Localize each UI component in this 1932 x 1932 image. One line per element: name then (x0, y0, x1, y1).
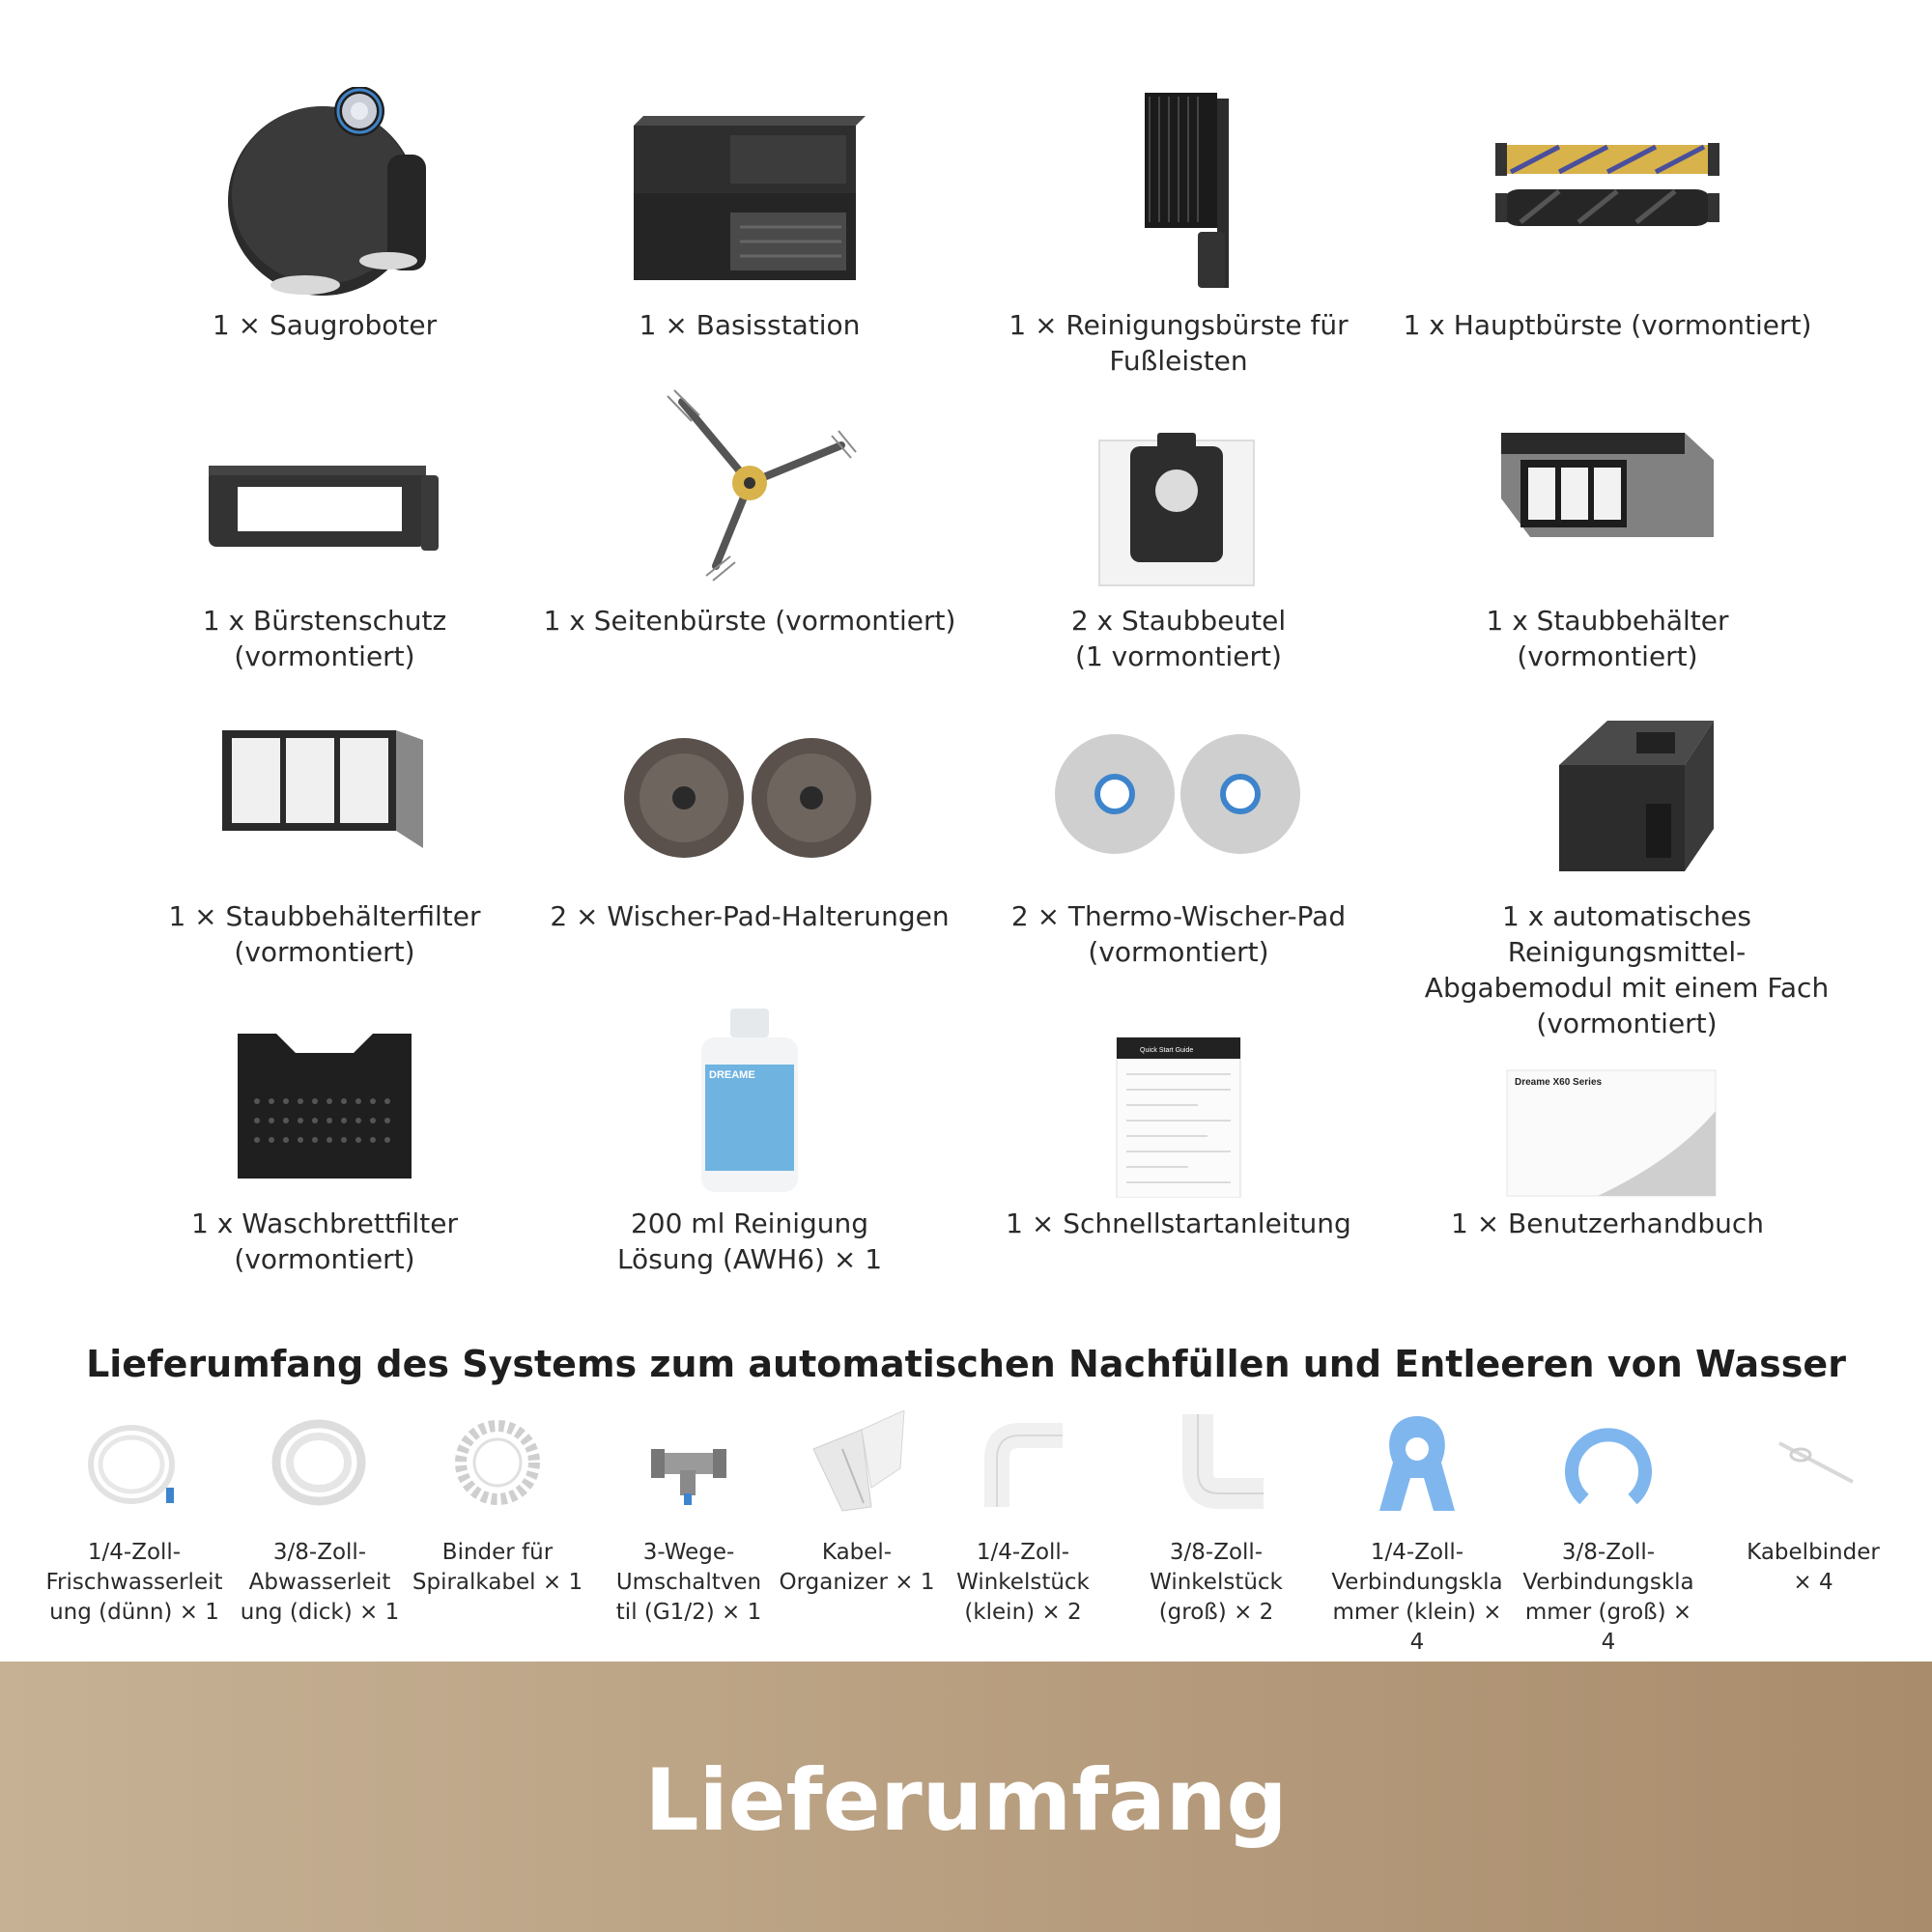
base-station-icon (624, 87, 875, 299)
item-caption: 2 × Thermo-Wischer-Pad (vormontiert) (1010, 900, 1347, 968)
item-quick-start (966, 985, 1391, 1241)
acc-small-elbow (931, 1410, 1115, 1628)
item-side-brush (537, 383, 962, 639)
small-clip-icon (1364, 1410, 1470, 1517)
item-mop-pads (966, 678, 1391, 970)
item-caption: 1 x Hauptbürste (vormontiert) (1403, 309, 1812, 341)
item-caption: 1 x Staubbehälter (vormontiert) (1486, 605, 1729, 672)
acc-small-clip (1325, 1410, 1509, 1658)
baseboard-brush-icon (1053, 87, 1304, 299)
item-filter (112, 678, 537, 970)
detergent-module-icon (1501, 678, 1752, 891)
mop-pad-icon (1043, 678, 1314, 891)
accessories-title: Lieferumfang des Systems zum automatischen Nachfüllen und Entleeren von Wasser (86, 1343, 1846, 1385)
acc-caption: 1/4-Zoll- Frischwasserleit ung (dünn) × 1 (45, 1540, 223, 1625)
item-caption: 200 ml Reinigung Lösung (AWH6) × 1 (616, 1208, 883, 1275)
acc-caption: Binder für Spiralkabel × 1 (412, 1540, 583, 1595)
acc-caption: 3-Wege- Umschaltven til (G1/2) × 1 (615, 1540, 762, 1625)
item-caption: 1 × Basisstation (639, 309, 861, 341)
acc-cable-tie (1721, 1410, 1905, 1598)
thin-hose-icon (81, 1410, 187, 1517)
banner-title: Lieferumfang (644, 1750, 1288, 1850)
acc-thin-hose (43, 1410, 226, 1628)
item-caption: 1 x Bürstenschutz (vormontiert) (202, 605, 447, 672)
item-caption: 1 x Waschbrettfilter (vormontiert) (191, 1208, 458, 1275)
user-manual-icon (1482, 985, 1733, 1198)
dust-bag-icon (1053, 383, 1304, 595)
item-user-manual (1395, 985, 1820, 1241)
brush-guard-icon (199, 383, 450, 595)
item-caption: 1 x automatisches Reinigungsmittel- Abgabemodul mit einem Fach (vormontiert) (1424, 900, 1830, 1039)
acc-caption: 1/4-Zoll- Verbindungskla mmer (klein) × 4 (1331, 1540, 1503, 1655)
item-washboard-filter (112, 985, 537, 1277)
cable-tie-icon (1760, 1410, 1866, 1517)
item-caption: 1 × Schnellstartanleitung (1006, 1208, 1351, 1239)
robot-vacuum-icon (199, 87, 450, 299)
item-brush-guard (112, 383, 537, 674)
main-brush-icon (1482, 87, 1733, 299)
item-robot (112, 87, 537, 343)
acc-caption: 1/4-Zoll- Winkelstück (klein) × 2 (956, 1540, 1090, 1625)
item-caption: 1 × Benutzerhandbuch (1450, 1208, 1764, 1239)
spiral-binder-icon (444, 1410, 551, 1517)
acc-valve (597, 1410, 781, 1628)
washboard-filter-icon (199, 985, 450, 1198)
quick-start-guide-icon (1053, 985, 1304, 1198)
acc-caption: Kabel- Organizer × 1 (779, 1540, 935, 1595)
item-mop-holders (537, 678, 962, 934)
small-elbow-icon (970, 1410, 1076, 1517)
acc-caption: 3/8-Zoll- Abwasserleit ung (dick) × 1 (240, 1540, 400, 1625)
item-main-brush (1395, 87, 1820, 343)
item-base-station (537, 87, 962, 343)
item-solution (537, 985, 962, 1277)
acc-large-elbow (1124, 1410, 1308, 1628)
item-dust-bin (1395, 383, 1820, 674)
thick-hose-icon (267, 1410, 373, 1517)
three-way-valve-icon (636, 1410, 742, 1517)
acc-caption: 3/8-Zoll- Winkelstück (groß) × 2 (1150, 1540, 1283, 1625)
filter-icon (199, 678, 450, 891)
acc-large-clip (1517, 1410, 1700, 1658)
acc-spiral-binder (406, 1410, 589, 1598)
item-caption: 1 × Staubbehälterfilter (vormontiert) (168, 900, 481, 968)
item-caption: 1 × Reinigungsbürste für Fußleisten (1009, 309, 1349, 377)
guide-title-label: Quick Start Guide (1140, 1047, 1194, 1054)
item-dust-bag (966, 383, 1391, 674)
bottle-brand-label: DREAME (709, 1069, 755, 1081)
item-caption: 1 × Saugroboter (212, 309, 438, 341)
side-brush-icon (624, 383, 875, 595)
acc-caption: Kabelbinder × 4 (1747, 1540, 1880, 1595)
item-baseboard-brush (966, 87, 1391, 379)
acc-cable-organizer (765, 1410, 949, 1598)
dust-bin-icon (1482, 383, 1733, 595)
acc-caption: 3/8-Zoll- Verbindungskla mmer (groß) × 4 (1522, 1540, 1694, 1655)
mop-holder-icon (614, 678, 885, 891)
cable-organizer-icon (804, 1410, 910, 1517)
manual-title-label: Dreame X60 Series (1515, 1077, 1603, 1088)
large-clip-icon (1555, 1410, 1662, 1517)
solution-bottle-icon (624, 985, 875, 1198)
item-caption: 2 × Wischer-Pad-Halterungen (550, 900, 950, 932)
large-elbow-icon (1163, 1410, 1269, 1517)
footer-banner (0, 1662, 1932, 1932)
item-caption: 1 x Seitenbürste (vormontiert) (543, 605, 956, 637)
acc-thick-hose (228, 1410, 412, 1628)
item-caption: 2 x Staubbeutel (1 vormontiert) (1070, 605, 1287, 672)
